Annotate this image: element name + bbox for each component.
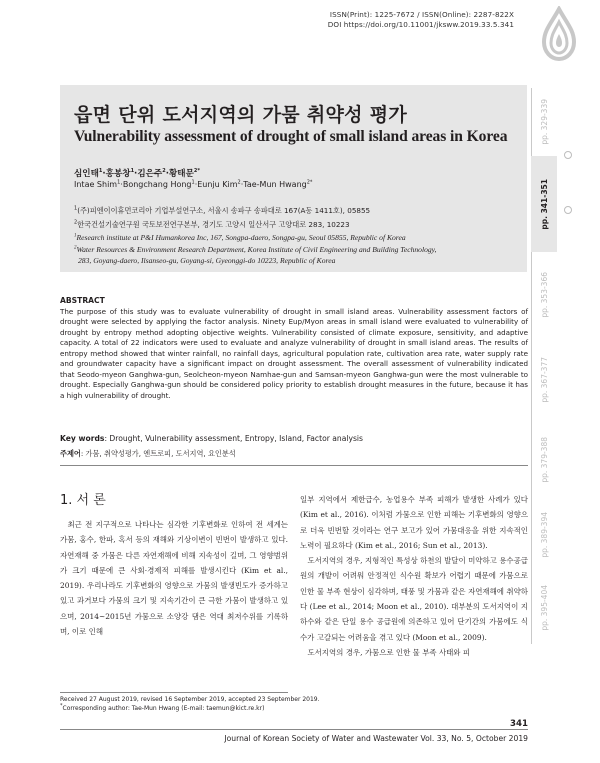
abstract-heading: ABSTRACT bbox=[60, 296, 105, 305]
body-column-left bbox=[60, 517, 288, 639]
tab-page-range[interactable] bbox=[531, 422, 557, 498]
tab-page-range[interactable] bbox=[531, 338, 557, 422]
author-mark: 1 bbox=[117, 179, 121, 186]
tab-label: pp. 329-339 bbox=[540, 99, 549, 145]
tab-page-range[interactable] bbox=[531, 252, 557, 338]
affil-text: Water Resources & Environment Research Department, Korea Institute of Civil Engineering and Building Technology, bbox=[76, 245, 437, 254]
affil-mark: 2 bbox=[74, 245, 77, 251]
affiliation-en-1 bbox=[74, 233, 406, 243]
title-english: Vulnerability assessment of drought of small island areas in Korea bbox=[74, 128, 508, 145]
author-mark: 2 bbox=[237, 179, 241, 186]
footnote-divider bbox=[60, 692, 288, 693]
author-name: Eunju Kim bbox=[197, 180, 238, 189]
affil-mark: 1 bbox=[74, 205, 78, 212]
keywords-label: Key words bbox=[60, 434, 105, 443]
paragraph: 최근 전 지구적으로 나타나는 심각한 기후변화로 인하여 전 세계는 가뭄, 홍수, 한파, 혹서 등의 재해와 기상이변이 빈번이 발생하고 있다. 자연재해 중 가뭄은 다른 자연재해에 비해 지속성이 길며, 그 영향범위가 크기 때문에 큰 사회·경제적 피해를 발생시킨다 (Kim et al., 2019). 우리나라도 기후변화의 영향으로 가뭄의 발생빈도가 증가하고 있고 과거보다 가뭄의 크기 및 지속기간이 큰 극한 가뭄이 발생하고 있으며, 2014~2015년 가뭄으로 소양강 댐은 역대 최저수위를 기록하며, 이로 인해 bbox=[60, 520, 288, 637]
page-range-tabs bbox=[531, 88, 557, 644]
affil-text: 283, Goyang-daero, Ilsanseo-gu, Goyang-si, Gyeonggi-do 10223, Republic of Korea bbox=[78, 256, 336, 265]
affiliation-ko-1 bbox=[74, 206, 370, 216]
affiliation-ko-2 bbox=[74, 220, 350, 230]
paragraph: 도서지역의 경우, 가뭄으로 인한 물 부족 사태와 피 bbox=[307, 647, 471, 657]
issn-block bbox=[328, 10, 514, 30]
tab-label: pp. 395-404 bbox=[540, 585, 549, 631]
keywords-ko-text: : 가뭄, 취약성평가, 엔트로피, 도서지역, 요인분석 bbox=[80, 449, 236, 458]
water-drop-logo-icon bbox=[536, 6, 582, 62]
affil-text: (주)피엔이이휴먼코리아 기업부설연구소, 서울시 송파구 송파대로 167(A동 1411호), 05855 bbox=[77, 206, 371, 215]
tab-page-range[interactable] bbox=[531, 498, 557, 572]
tab-label: pp. 379-388 bbox=[540, 437, 549, 483]
authors-english: Intae Shim$^1$·Bongchang Hong$^1$·Eunju Kim$^2$·Tae-Mun Hwang$^{2*}$ bbox=[74, 179, 313, 189]
tab-page-range[interactable] bbox=[531, 572, 557, 644]
author-name: 황태문 bbox=[168, 169, 194, 179]
author-mark: 2* bbox=[193, 168, 200, 175]
tab-marker-icon bbox=[564, 206, 572, 214]
abstract-text: The purpose of this study was to evaluate vulnerability of drought in small island areas. Vulnerability assessment factors of drought were selected by applying the factor analysis. Ninety Eup/Myon areas in small island were evaluated to vulnerability of drought by entropy method adopting objective weights. Vulnerability consisted of climate exposure, sensitivity, and adaptive capacity. A total of 22 indicators were used to evaluate and analyze vulnerability of drought in small island areas. The results of entropy method showed that winter rainfall, no rainfall days, agricultural population rate, cultivation area rate, water supply rate and groundwater capacity have a significant impact on drought assessment. The overall assessment of vulnerability indicated that Seodo-myeon Ganghwa-gun, Seolcheon-myeon Namhae-gun and Samsan-myeon Ganghwa-gun were the most vulnerable to drought. Especially Ganghwa-gun should be considered policy priority to establish drought measures in the future, because it has a high vulnerability of drought. bbox=[60, 307, 528, 400]
author-mark: 2* bbox=[306, 179, 313, 186]
footer-divider bbox=[60, 729, 528, 730]
tab-label: pp. 353-366 bbox=[540, 272, 549, 318]
keywords-ko-label: 주제어 bbox=[60, 449, 81, 458]
paragraph: 일부 지역에서 제한급수, 농업용수 부족 피해가 발생한 사례가 있다 (Kim et al., 2016). 이처럼 가뭄으로 인한 피해는 기후변화의 영향으로 더욱 빈번할 것이라는 연구 보고가 있어 가뭄대응을 위한 지속적인 노력이 필요하다 (Kim et al., 2016; Sun et al., 2013). bbox=[300, 495, 528, 550]
author-mark: 1 bbox=[98, 168, 103, 175]
affiliation-en-2 bbox=[74, 245, 437, 255]
tab-label: pp. 389-394 bbox=[540, 512, 549, 558]
author-mark: 1 bbox=[191, 179, 195, 186]
section-heading: 1. 서 론 bbox=[60, 493, 106, 508]
affil-text: Research institute at P&I Humankorea Inc, 167, Songpa-daero, Songpa-gu, Seoul 05855, Republic of Korea bbox=[76, 233, 406, 242]
page-number: 341 bbox=[510, 719, 528, 729]
authors-korean: 심인태$^1$·홍봉창$^1$·김은주$^2$·황태문$^{2*}$ bbox=[74, 168, 200, 179]
paragraph: 도서지역의 경우, 지형적인 특성상 하천의 발달이 미약하고 용수공급원의 개발이 어려워 안정적인 식수원 확보가 어렵기 때문에 가뭄으로 인한 물 부족 현상이 심각하며, 태풍 및 가뭄과 같은 자연재해에 취약하다 (Lee et al., 2014; Moon et al., 2010). 대부분의 도서지역이 지하수와 같은 단일 용수 공급원에 의존하고 있어 단기간의 가뭄에도 식수가 고갈되는 어려움을 겪고 있다 (Moon et al., 2009). bbox=[300, 556, 528, 642]
tab-label: pp. 367-377 bbox=[540, 357, 549, 403]
tab-marker-icon bbox=[564, 151, 572, 159]
corresponding-author bbox=[60, 704, 264, 713]
author-name: Bongchang Hong bbox=[122, 180, 192, 189]
journal-citation: Journal of Korean Society of Water and Wastewater Vol. 33, No. 5, October 2019 bbox=[224, 734, 528, 743]
tab-label: pp. 341-351 bbox=[539, 178, 549, 230]
author-mark: 2 bbox=[162, 168, 166, 175]
keywords-korean bbox=[60, 449, 236, 459]
corresponding-mark: * bbox=[60, 703, 63, 709]
author-name: 심인태 bbox=[74, 169, 99, 179]
issn-line: ISSN(Print): 1225-7672 / ISSN(Online): 2287-822X bbox=[329, 10, 514, 19]
author-name: 김은주 bbox=[137, 169, 163, 179]
author-mark: 1 bbox=[130, 168, 135, 175]
tab-page-range-active[interactable] bbox=[531, 156, 557, 252]
keywords bbox=[60, 434, 363, 443]
author-name: Intae Shim bbox=[74, 180, 118, 189]
affil-mark: 1 bbox=[74, 233, 77, 239]
author-name: 홍봉창 bbox=[105, 169, 131, 179]
affiliation-en-3 bbox=[78, 256, 335, 266]
author-name: Tae-Mun Hwang bbox=[243, 180, 307, 189]
received-dates: Received 27 August 2019, revised 16 September 2019, accepted 23 September 2019. bbox=[60, 696, 320, 703]
corresponding-text: Corresponding author: Tae-Mun Hwang (E-mail: taemun@kict.re.kr) bbox=[62, 705, 265, 712]
affil-mark: 2 bbox=[74, 219, 78, 226]
divider bbox=[60, 465, 528, 466]
doi-link[interactable]: DOI https://doi.org/10.11001/jksww.2019.33.5.341 bbox=[327, 20, 514, 29]
affil-text: 한국건설기술연구원 국토보전연구본부, 경기도 고양시 일산서구 고양대로 283, 10223 bbox=[77, 220, 350, 229]
tab-page-range[interactable] bbox=[531, 88, 557, 156]
body-column-right bbox=[300, 492, 528, 660]
title-korean: 읍면 단위 도서지역의 가뭄 취약성 평가 bbox=[74, 104, 408, 126]
keywords-text: : Drought, Vulnerability assessment, Entropy, Island, Factor analysis bbox=[104, 434, 363, 443]
